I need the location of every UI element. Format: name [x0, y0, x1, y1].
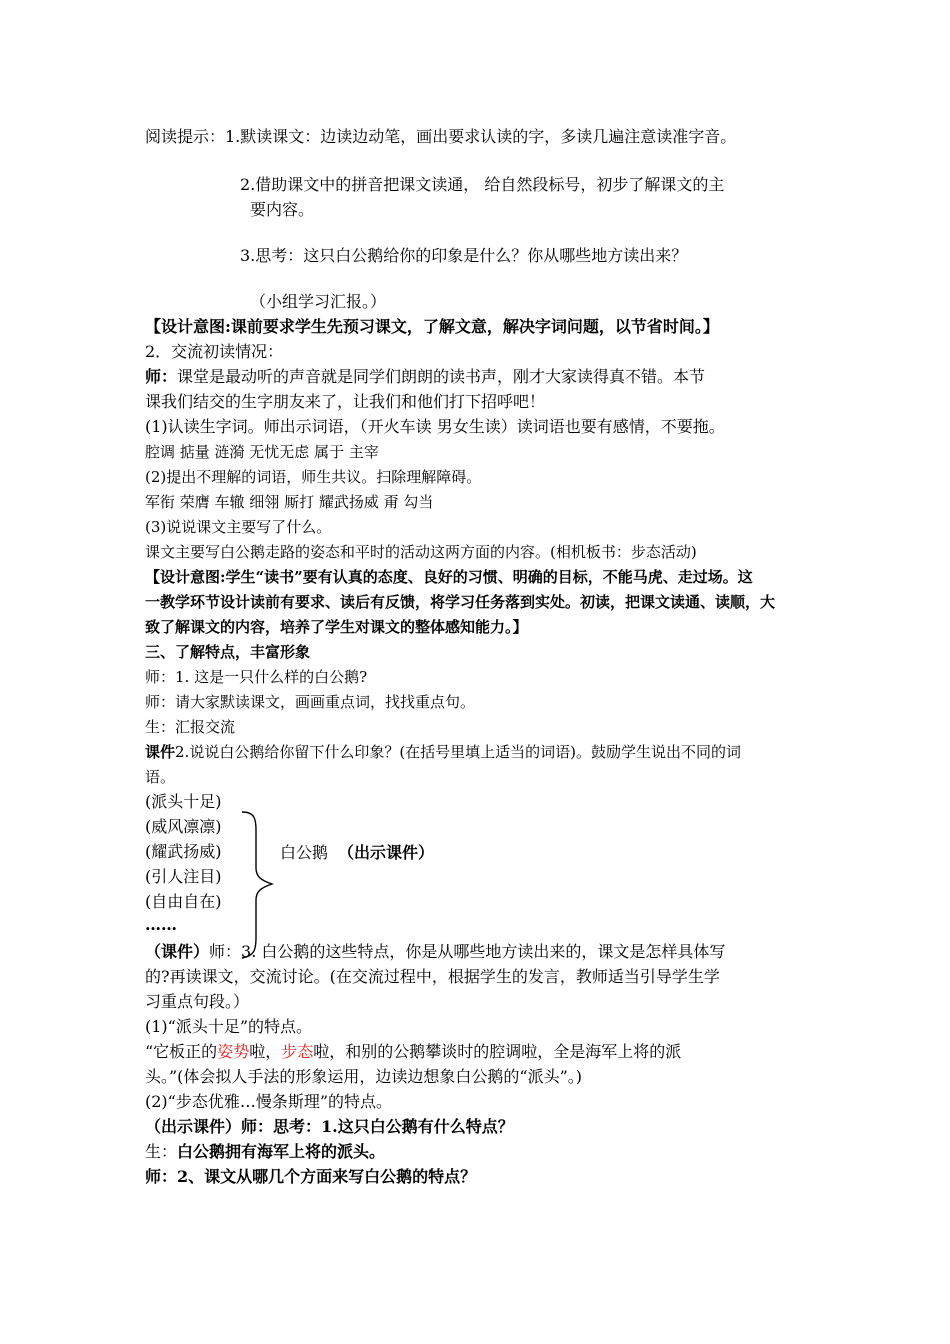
- quote-part-b: 啦，: [249, 1042, 282, 1061]
- courseware-2-l2: 语。: [145, 768, 176, 786]
- impression-word-3: (耀武扬威): [145, 842, 222, 861]
- show-courseware-question: [145, 1116, 514, 1138]
- step-3: (3)说说课文主要写了什么。: [145, 518, 332, 536]
- student-answer-text: 白公鹅拥有海军上将的派头。: [177, 1142, 386, 1161]
- question-1: 师：1. 这是一只什么样的白公鹅?: [145, 668, 368, 686]
- show-courseware-text: 师：思考：1.这只白公鹅有什么特点？: [241, 1117, 514, 1136]
- reading-hint-item-2-cont: 要内容。: [250, 200, 315, 219]
- quote-part-c: 啦，和别的公鹅攀谈时的腔调啦，全是海军上将的派: [313, 1042, 682, 1061]
- show-courseware: （出示课件）: [338, 843, 435, 862]
- courseware-3-label: （课件）: [145, 942, 210, 961]
- feature-1: (1)“派头十足”的特点。: [145, 1017, 313, 1036]
- group-report-note: （小组学习汇报。）: [250, 292, 387, 311]
- question-2: 师：请大家默读课文，画画重点词，找找重点句。: [145, 693, 476, 711]
- reading-hint: 阅读提示：1.默读课文：边读边动笔，画出要求认读的字，多读几遍注意读准字音。: [145, 127, 737, 146]
- impression-word-5: (自由自在): [145, 892, 222, 911]
- section-2-heading: 2．交流初读情况：: [145, 342, 284, 361]
- student-label: 生：: [145, 1142, 178, 1161]
- feature-2: (2)“步态优雅…慢条斯理”的特点。: [145, 1092, 393, 1111]
- curly-brace-icon: [238, 810, 278, 960]
- impression-word-ellipsis: ……: [145, 915, 177, 934]
- courseware-2-text: 2.说说白公鹅给你留下什么印象？(在括号里填上适当的词语)。鼓励学生说出不同的词: [175, 743, 742, 761]
- teacher-line-1-text: 课堂是最动听的声音就是同学们朗朗的读书声，刚才大家读得真不错。本节: [177, 367, 706, 386]
- step-1: (1)认读生字词。师出示词语，（开火车读 男女生读）读词语也要有感情，不要拖。: [145, 417, 725, 436]
- section-3-heading: 三、了解特点，丰富形象: [145, 643, 311, 661]
- design-intent-2-l1: 【设计意图:学生“读书”要有认真的态度、良好的习惯、明确的目标，不能马虎、走过场。这: [145, 568, 753, 586]
- highlight-posture: 姿势: [217, 1042, 250, 1061]
- impression-word-1: (派头十足): [145, 792, 222, 811]
- goose-name: 白公鹅: [280, 843, 329, 862]
- courseware-3-l1: [145, 941, 725, 963]
- quote-part-a: “它板正的: [145, 1042, 218, 1061]
- goose-label: [280, 842, 434, 864]
- step-2: (2)提出不理解的词语，师生共议。扫除理解障碍。: [145, 468, 482, 486]
- word-list-2: 军衔 荣膺 车辙 细翎 厮打 耀武扬威 甭 勾当: [145, 493, 434, 511]
- design-intent-2-l3: 致了解课文的内容，培养了学生对课文的整体感知能力。】: [145, 618, 528, 636]
- reading-hint-item-2: 2.借助课文中的拼音把课文读通， 给自然段标号，初步了解课文的主: [240, 175, 725, 194]
- show-courseware-label: （出示课件）: [145, 1117, 242, 1136]
- quote-line-2: 头。”(体会拟人手法的形象运用，边读边想象白公鹅的“派头”。): [145, 1067, 583, 1086]
- student-report: 生：汇报交流: [145, 718, 236, 736]
- design-intent-1: 【设计意图:课前要求学生先预习课文，了解文意，解决字词问题，以节省时间。】: [145, 317, 719, 336]
- courseware-3-l3: 习重点句段。）: [145, 992, 250, 1011]
- courseware-3-l2: 的?再读课文，交流讨论。(在交流过程中，根据学生的发言，教师适当引导学生学: [145, 967, 720, 986]
- teacher-question-2: 师：2、课文从哪几个方面来写白公鹅的特点？: [145, 1167, 477, 1186]
- reading-hint-item-3: 3.思考：这只白公鹅给你的印象是什么？你从哪些地方读出来？: [240, 246, 688, 265]
- teacher-label: 师：: [145, 367, 178, 386]
- quote-line-1: [145, 1041, 681, 1063]
- highlight-gait: 步态: [281, 1042, 314, 1061]
- teacher-line-1: [145, 366, 705, 388]
- impression-word-4: (引人注目): [145, 867, 222, 886]
- word-list-1: 腔调 掂量 涟漪 无忧无虑 属于 主宰: [145, 443, 379, 461]
- courseware-label: 课件: [145, 743, 176, 761]
- design-intent-2-l2: 一教学环节设计读前有要求、读后有反馈，将学习任务落到实处。初读，把课文读通、读顺，大: [145, 593, 776, 611]
- impression-word-2: (威风凛凛): [145, 817, 222, 836]
- student-answer: [145, 1141, 385, 1163]
- text-summary: 课文主要写白公鹅走路的姿态和平时的活动这两方面的内容。(相机板书：步态活动): [145, 543, 697, 561]
- courseware-3-text: 师：3. 白公鹅的这些特点，你是从哪些地方读出来的，课文是怎样具体写: [209, 942, 726, 961]
- teacher-line-2: 课我们结交的生字朋友来了，让我们和他们打下招呼吧！: [145, 392, 546, 411]
- courseware-2-l1: [145, 741, 741, 763]
